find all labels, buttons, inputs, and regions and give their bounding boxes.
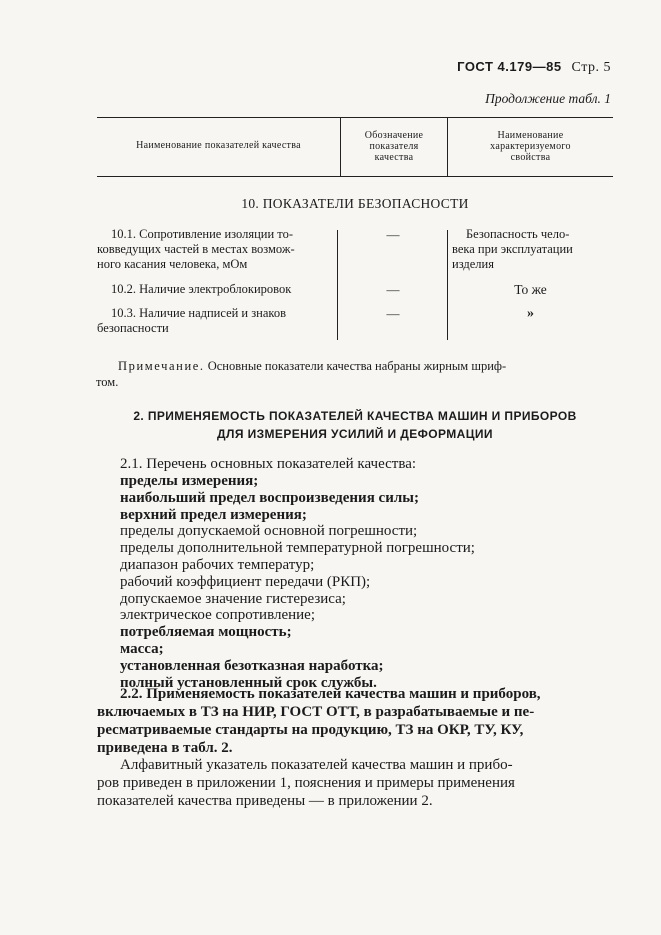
paragraph-2-2 — [97, 685, 613, 757]
cell-line: изделия — [452, 257, 494, 271]
table-row-property: » — [527, 306, 534, 321]
section-title-line: 2. ПРИМЕНЯЕМОСТЬ ПОКАЗАТЕЛЕЙ КАЧЕСТВА МАШИН И ПРИБОРОВ — [133, 409, 577, 423]
col-header-property-line: характеризуемого — [490, 141, 571, 152]
list-item: диапазон рабочих температур; — [120, 556, 315, 573]
paragraph-line: показателей качества приведены — в приложении 2. — [97, 793, 433, 809]
cell-line: ковведущих частей в местах возмож- — [97, 242, 295, 256]
col-header-symbol-line: качества — [374, 152, 414, 163]
col-header-property-line: Наименование — [497, 130, 564, 141]
cell-line: 10.3. Наличие надписей и знаков — [111, 306, 287, 320]
col-header-symbol-line: показателя — [369, 141, 419, 152]
note-text: Основные показатели качества набраны жирным шриф- — [207, 359, 507, 373]
table-top-rule — [97, 117, 613, 118]
table-note — [96, 358, 613, 390]
table-continuation-label: Продолжение табл. 1 — [485, 91, 611, 106]
list-intro: 2.1. Перечень основных показателей качества: — [120, 456, 417, 472]
list-item: наибольший предел воспроизведения силы; — [120, 489, 419, 506]
cell-line: безопасности — [97, 321, 169, 335]
standard-code: ГОСТ 4.179—85 — [457, 59, 562, 74]
table-col-divider — [337, 230, 338, 340]
list-item: масса; — [120, 640, 164, 657]
list-item: пределы измерения; — [120, 473, 259, 489]
list-item: полный установленный срок службы. — [120, 674, 377, 691]
paragraph-line: Алфавитный указатель показателей качества машин и прибо- — [120, 757, 513, 773]
paragraph-line: ресматриваемые стандарты на продукцию, ТЗ на ОКР, ТУ, КУ, — [97, 722, 524, 738]
table-row-property — [452, 227, 612, 272]
list-item: рабочий коэффициент передачи (РКП); — [120, 573, 371, 590]
table-row-name — [97, 227, 333, 272]
list-item: потребляемая мощность; — [120, 624, 292, 641]
col-header-symbol-line: Обозначение — [364, 130, 424, 141]
list-item: электрическое сопротивление; — [120, 607, 315, 624]
cell-line: Безопасность чело- — [466, 227, 570, 241]
note-label: Примечание. — [118, 359, 205, 373]
paragraph-line: включаемых в ТЗ на НИР, ГОСТ ОТТ, в разрабатываемые и пе- — [97, 704, 535, 720]
table-section-title: 10. ПОКАЗАТЕЛИ БЕЗОПАСНОСТИ — [241, 196, 469, 211]
table-row-name — [97, 306, 333, 336]
cell-line: 10.1. Сопротивление изоляции то- — [111, 227, 293, 241]
page-header — [457, 59, 611, 76]
cell-line: века при эксплуатации — [452, 242, 573, 256]
col-header-symbol — [341, 130, 447, 163]
list-item: допускаемое значение гистерезиса; — [120, 590, 346, 607]
page-number: Стр. 5 — [571, 60, 611, 75]
col-header-property — [448, 130, 613, 163]
list-item: пределы допускаемой основной погрешности; — [120, 523, 418, 540]
paragraph-index — [97, 756, 613, 810]
list-item: пределы дополнительной температурной погрешности; — [120, 540, 475, 557]
cell-line: ного касания человека, мОм — [97, 257, 248, 271]
note-text-cont: том. — [96, 375, 119, 389]
table-row-name: 10.2. Наличие электроблокировок — [111, 282, 292, 296]
list-item: верхний предел измерения; — [120, 506, 307, 523]
table-row-symbol: — — [386, 227, 400, 242]
table-header-rule — [97, 176, 613, 177]
table-row-symbol: — — [386, 306, 400, 321]
table-row-property: То же — [514, 282, 547, 297]
quality-list — [120, 473, 475, 691]
col-header-property-line: свойства — [510, 152, 551, 163]
list-item: установленная безотказная наработка; — [120, 657, 384, 674]
section-title — [97, 407, 613, 443]
section-title-line: ДЛЯ ИЗМЕРЕНИЯ УСИЛИЙ И ДЕФОРМАЦИИ — [217, 427, 493, 441]
table-row-symbol: — — [386, 282, 400, 297]
paragraph-line: приведена в табл. 2. — [97, 740, 233, 756]
paragraph-line: 2.2. Применяемость показателей качества машин и приборов, — [120, 686, 541, 702]
col-header-name: Наименование показателей качества — [136, 140, 301, 151]
paragraph-line: ров приведен в приложении 1, пояснения и примеры применения — [97, 775, 515, 791]
